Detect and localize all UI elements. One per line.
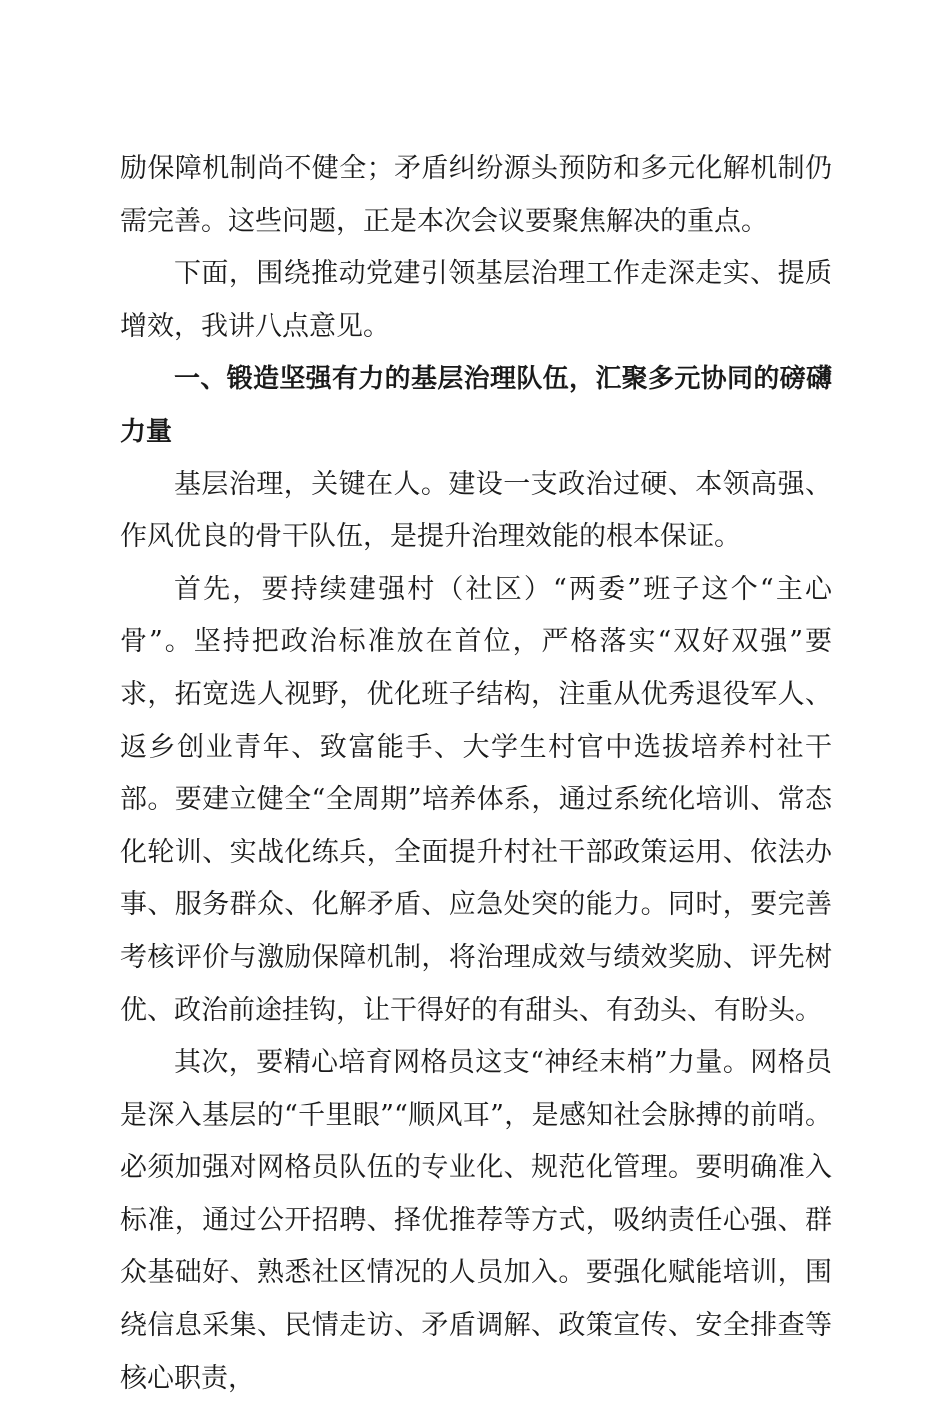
document-body (120, 143, 832, 1405)
paragraph-continued: 励保障机制尚不健全；矛盾纠纷源头预防和多元化解机制仍需完善。这些问题，正是本次会议要聚焦解决的重点。 (120, 153, 832, 237)
section-heading: 一、锻造坚强有力的基层治理队伍，汇聚多元协同的磅礴力量 (120, 364, 832, 447)
paragraph-intro: 下面，围绕推动党建引领基层治理工作走深走实、提质增效，我讲八点意见。 (120, 258, 832, 342)
paragraph: 首先，要持续建强村（社区）“两委”班子这个“主心骨”。坚持把政治标准放在首位，严格落实“双好双强”要求，拓宽选人视野，优化班子结构，注重从优秀退役军人、返乡创业青年、致富能手、大学生村官中选拔培养村社干部。要建立健全“全周期”培养体系，通过系统化培训、常态化轮训、实战化练兵，全面提升村社干部政策运用、依法办事、服务群众、化解矛盾、应急处突的能力。同时，要完善考核评价与激励保障机制，将治理成效与绩效奖励、评先树优、政治前途挂钩，让干得好的有甜头、有劲头、有盼头。 (120, 573, 832, 1026)
paragraph: 其次，要精心培育网格员这支“神经末梢”力量。网格员是深入基层的“千里眼”“顺风耳”，是感知社会脉搏的前哨。必须加强对网格员队伍的专业化、规范化管理。要明确准入标准，通过公开招聘、择优推荐等方式，吸纳责任心强、群众基础好、熟悉社区情况的人员加入。要强化赋能培训，围绕信息采集、民情走访、矛盾调解、政策宣传、安全排查等核心职责， (120, 1047, 832, 1394)
paragraph: 基层治理，关键在人。建设一支政治过硬、本领高强、作风优良的骨干队伍，是提升治理效能的根本保证。 (120, 468, 832, 553)
